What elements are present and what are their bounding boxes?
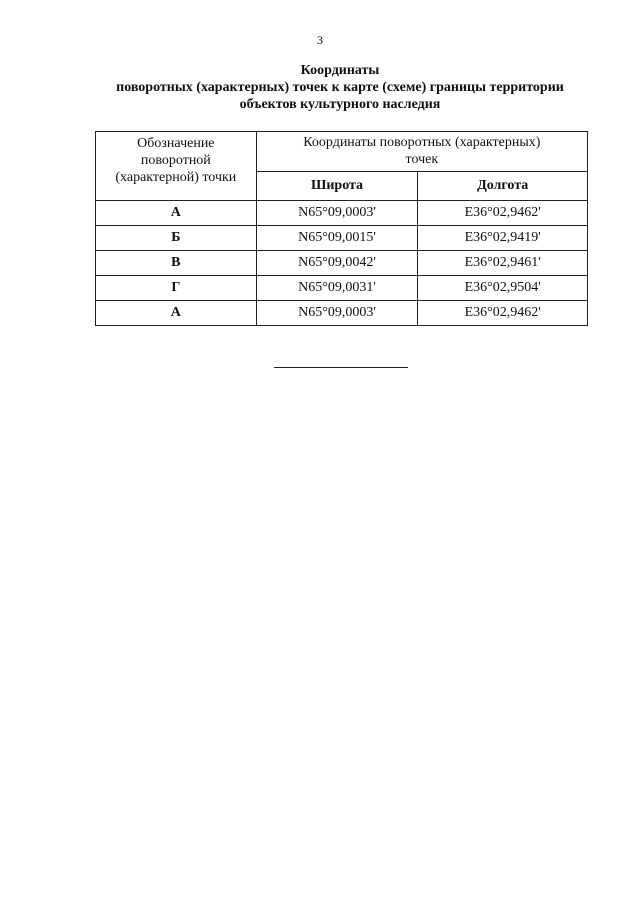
coordinates-table: [95, 131, 588, 326]
header-point-line-3: (характерной) точки: [115, 170, 237, 185]
header-point-line-2: поворотной: [140, 153, 211, 168]
cell-point: Б: [96, 226, 257, 251]
cell-longitude: E36°02,9462': [418, 201, 588, 226]
cell-latitude: N65°09,0031': [256, 276, 418, 301]
cell-longitude: E36°02,9461': [418, 251, 588, 276]
cell-longitude: E36°02,9419': [418, 226, 588, 251]
cell-latitude: N65°09,0042': [256, 251, 418, 276]
cell-latitude: N65°09,0003': [256, 301, 418, 326]
header-longitude: Долгота: [418, 171, 588, 200]
header-point-designation: [96, 132, 257, 201]
table-row: [96, 301, 588, 326]
cell-longitude: E36°02,9462': [418, 301, 588, 326]
page-number: 3: [317, 33, 323, 47]
header-coordinates-line-1: Координаты поворотных (характерных): [303, 135, 541, 151]
header-latitude: Широта: [256, 171, 418, 200]
cell-longitude: E36°02,9504': [418, 276, 588, 301]
cell-point: В: [96, 251, 257, 276]
cell-point: А: [96, 201, 257, 226]
cell-latitude: N65°09,0003': [256, 201, 418, 226]
table-row: [96, 201, 588, 226]
header-point-line-1: Обозначение: [137, 136, 215, 151]
cell-point: Г: [96, 276, 257, 301]
title-line-2: поворотных (характерных) точек к карте (схеме) границы территории: [116, 80, 564, 95]
end-separator-line: [274, 367, 408, 368]
document-title: [60, 62, 620, 113]
header-coordinates-line-2: точек: [405, 152, 439, 168]
table-row: [96, 226, 588, 251]
cell-point: А: [96, 301, 257, 326]
header-coordinates: [256, 132, 587, 172]
cell-latitude: N65°09,0015': [256, 226, 418, 251]
title-line-1: Координаты: [300, 63, 380, 78]
title-line-3: объектов культурного наследия: [239, 97, 441, 112]
table-row: [96, 251, 588, 276]
table-row: [96, 276, 588, 301]
